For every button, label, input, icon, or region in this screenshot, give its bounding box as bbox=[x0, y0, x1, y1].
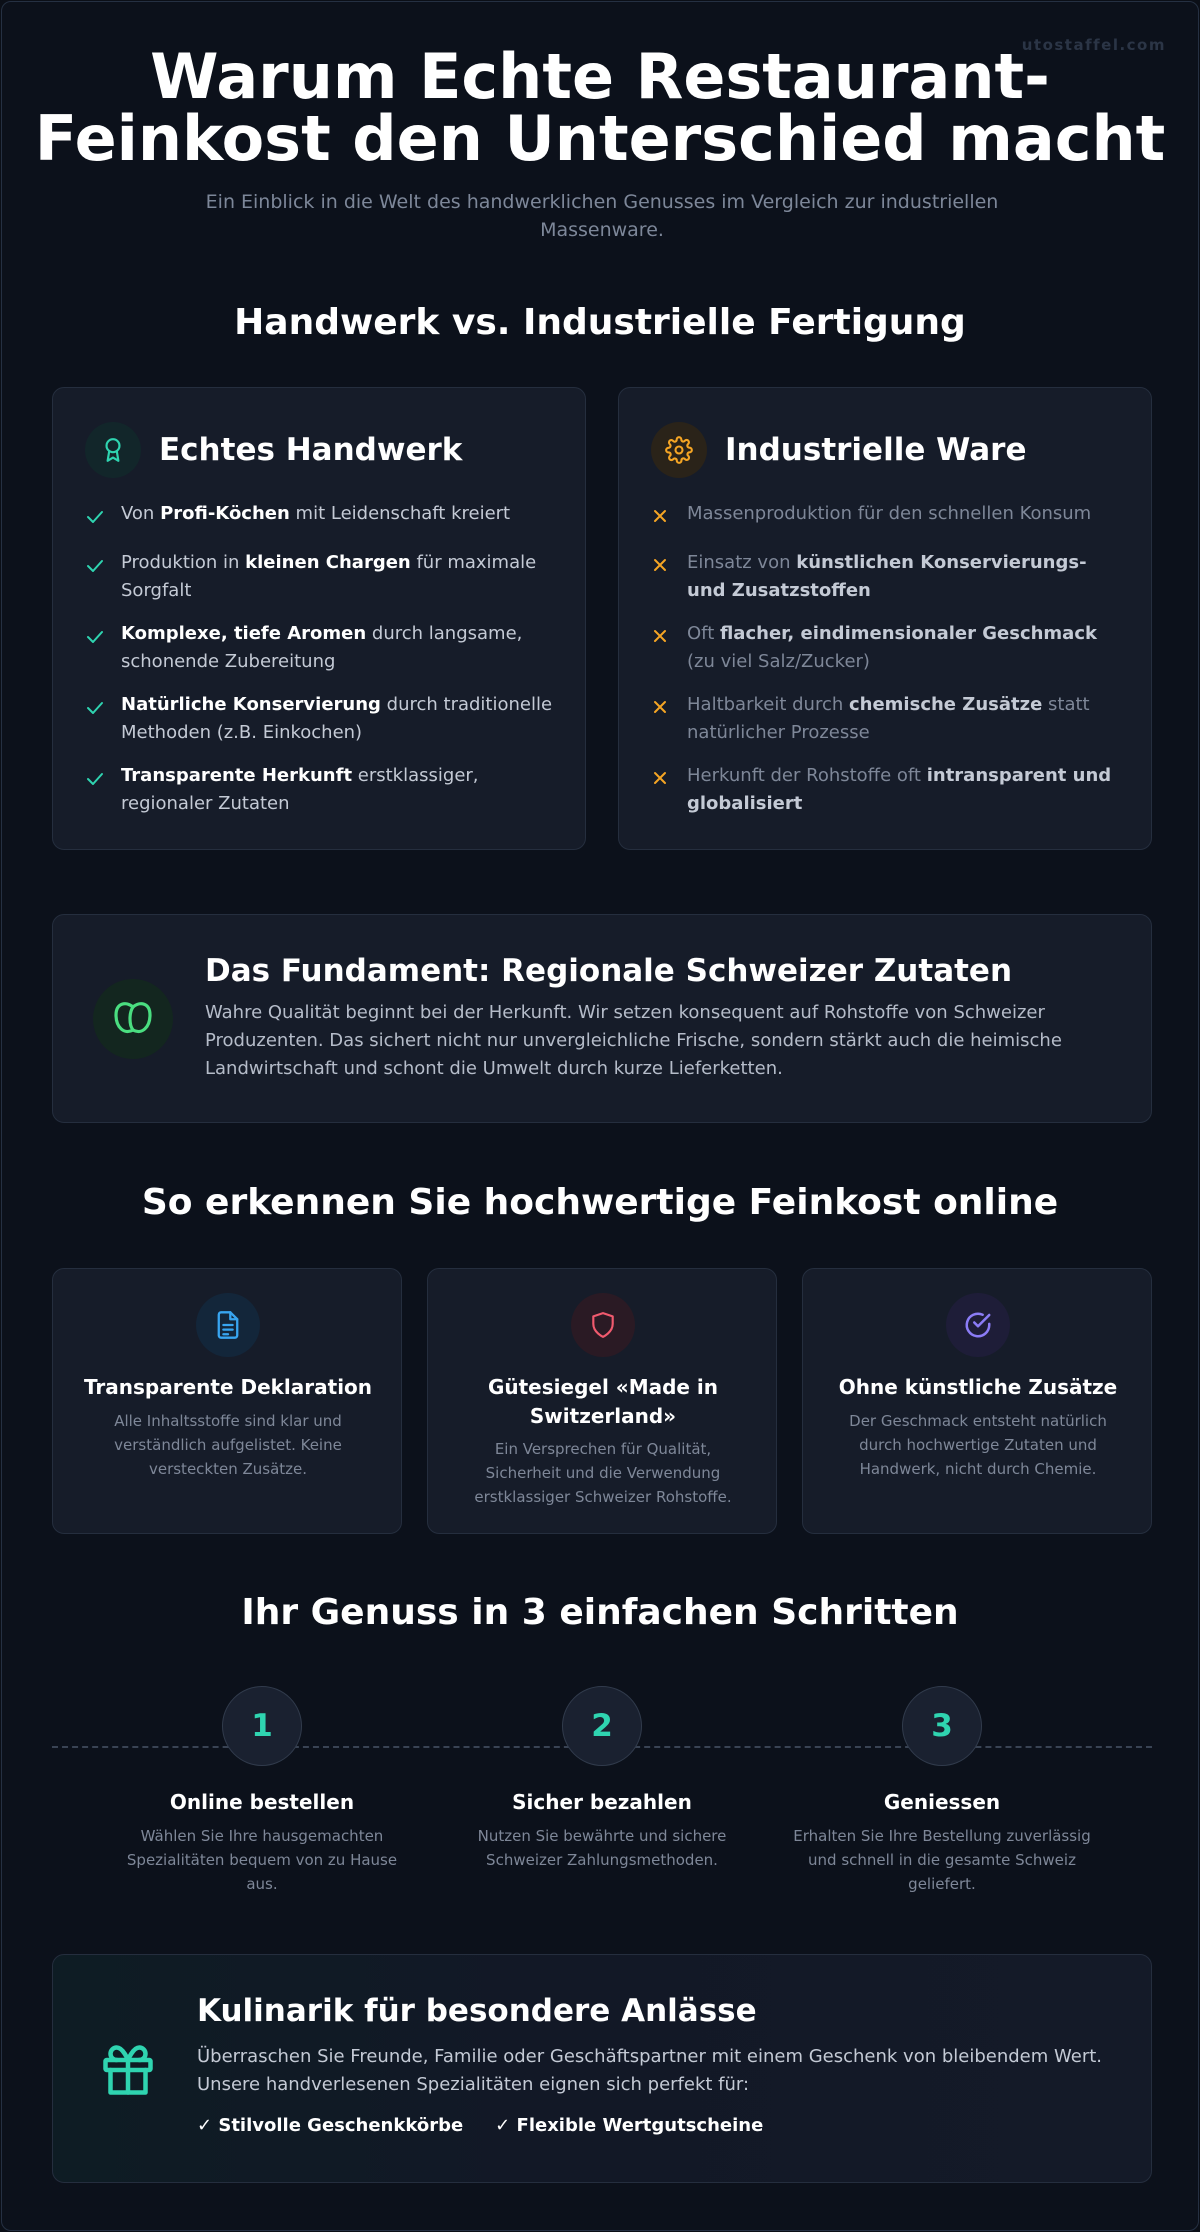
page-title-line-1: Warum Echte Restaurant- bbox=[150, 40, 1050, 113]
item-emphasis: Profi-Köchen bbox=[160, 503, 290, 524]
industrie-card-title: Industrielle Ware bbox=[725, 432, 1027, 468]
step-number: 2 bbox=[562, 1686, 642, 1766]
foundation-card bbox=[52, 914, 1152, 1123]
feature-text: Alle Inhaltsstoffe sind klar und verständlich aufgelistet. Keine versteckten Zusätze. bbox=[114, 1412, 342, 1478]
item-text: mit Leidenschaft kreiert bbox=[289, 503, 511, 524]
comparison-item-text bbox=[121, 620, 555, 676]
gift-title: Kulinarik für besondere Anlässe bbox=[197, 1993, 757, 2029]
gift-tag: ✓ Flexible Wertgutscheine bbox=[495, 2115, 764, 2136]
foundation-title: Das Fundament: Regionale Schweizer Zutaten bbox=[205, 953, 1013, 989]
cross-icon bbox=[651, 691, 673, 725]
step-1 bbox=[102, 1686, 422, 1896]
comparison-item bbox=[651, 500, 1121, 534]
handwerk-list bbox=[85, 500, 555, 833]
comparison-item-text bbox=[121, 500, 510, 528]
comparison-item-text bbox=[687, 549, 1121, 605]
badge-check-icon bbox=[946, 1293, 1010, 1357]
item-text: durch langsame, schonende Zubereitung bbox=[121, 623, 523, 672]
comparison-item-text bbox=[687, 500, 1091, 528]
gift-tags bbox=[197, 2115, 795, 2136]
gift-icon bbox=[93, 2035, 163, 2105]
comparison-item-text bbox=[121, 762, 555, 818]
handwerk-card-header bbox=[85, 422, 462, 478]
comparison-item bbox=[651, 691, 1121, 747]
gift-text: Überraschen Sie Freunde, Familie oder Geschäftspartner mit einem Geschenk von bleibendem Wert. Unsere handverlesenen Spezialitäten eignen sich perfekt für: bbox=[197, 2046, 1103, 2095]
feature-text: Der Geschmack entsteht natürlich durch hochwertige Zutaten und Handwerk, nicht durch Chemie. bbox=[849, 1412, 1107, 1478]
comparison-item bbox=[651, 762, 1121, 818]
industrie-card bbox=[618, 387, 1152, 850]
feature-card-swiss-seal bbox=[427, 1268, 777, 1534]
item-text: Von bbox=[121, 503, 161, 524]
check-icon bbox=[85, 500, 107, 534]
step-text: Nutzen Sie bewährte und sichere Schweizer Zahlungsmethoden. bbox=[477, 1827, 727, 1869]
comparison-item-text bbox=[121, 691, 555, 747]
item-emphasis: künstlichen Konservierungs- und Zusatzstoffen bbox=[687, 552, 1087, 601]
comparison-item-text bbox=[687, 691, 1121, 747]
comparison-heading: Handwerk vs. Industrielle Fertigung bbox=[234, 302, 966, 343]
feature-card-declaration bbox=[52, 1268, 402, 1534]
comparison-item bbox=[85, 691, 555, 747]
comparison-item bbox=[85, 762, 555, 818]
document-icon bbox=[196, 1293, 260, 1357]
check-icon bbox=[85, 549, 107, 583]
item-text: Einsatz von bbox=[687, 552, 797, 573]
cross-icon bbox=[651, 500, 673, 534]
step-title: Geniessen bbox=[883, 1790, 1001, 1814]
features-heading: So erkennen Sie hochwertige Feinkost online bbox=[141, 1182, 1059, 1223]
feature-title: Ohne künstliche Zusätze bbox=[838, 1375, 1118, 1399]
feature-title: Transparente Deklaration bbox=[83, 1375, 373, 1399]
item-text: Produktion in bbox=[121, 552, 246, 573]
item-emphasis: Natürliche Konservierung bbox=[121, 694, 381, 715]
feature-title: Gütesiegel «Made in Switzerland» bbox=[487, 1375, 719, 1428]
item-text: (zu viel Salz/Zucker) bbox=[687, 651, 870, 672]
item-text: durch traditionelle Methoden (z.B. Einkochen) bbox=[121, 694, 553, 743]
steps-heading: Ihr Genuss in 3 einfachen Schritten bbox=[241, 1592, 959, 1633]
cross-icon bbox=[651, 620, 673, 654]
item-emphasis: kleinen Chargen bbox=[245, 552, 411, 573]
industrie-list bbox=[651, 500, 1121, 833]
comparison-item bbox=[651, 549, 1121, 605]
item-text: Haltbarkeit durch bbox=[687, 694, 849, 715]
step-3 bbox=[782, 1686, 1102, 1896]
handwerk-card-title: Echtes Handwerk bbox=[159, 432, 463, 468]
item-text: Oft bbox=[687, 623, 720, 644]
watermark: utostaffel.com bbox=[1021, 36, 1166, 54]
handwerk-card bbox=[52, 387, 586, 850]
item-text: erstklassiger, regionaler Zutaten bbox=[121, 765, 479, 814]
feature-text: Ein Versprechen für Qualität, Sicherheit und die Verwendung erstklassiger Schweizer Rohstoffe. bbox=[474, 1440, 732, 1506]
step-title: Online bestellen bbox=[169, 1790, 355, 1814]
industrie-card-header bbox=[651, 422, 1026, 478]
gear-icon bbox=[651, 422, 707, 478]
comparison-item bbox=[651, 620, 1121, 676]
step-text: Erhalten Sie Ihre Bestellung zuverlässig und schnell in die gesamte Schweiz geliefert. bbox=[793, 1827, 1091, 1893]
item-text: Herkunft der Rohstoffe oft bbox=[687, 765, 927, 786]
cross-icon bbox=[651, 762, 673, 796]
check-icon bbox=[85, 620, 107, 654]
step-title: Sicher bezahlen bbox=[512, 1790, 692, 1814]
item-text: für maximale Sorgfalt bbox=[121, 552, 537, 601]
feature-card-no-additives bbox=[802, 1268, 1152, 1534]
page-subtitle: Ein Einblick in die Welt des handwerklichen Genusses im Vergleich zur industriellen Massenware. bbox=[205, 191, 999, 241]
comparison-item-text bbox=[687, 762, 1121, 818]
comparison-item-text bbox=[121, 549, 555, 605]
item-text: Massenproduktion für den schnellen Konsum bbox=[687, 503, 1092, 524]
page-title-line-2: Feinkost den Unterschied macht bbox=[34, 102, 1166, 175]
leaf-icon bbox=[93, 979, 173, 1059]
comparison-item bbox=[85, 500, 555, 534]
item-emphasis: intransparent und globalisiert bbox=[687, 765, 1112, 814]
step-text: Wählen Sie Ihre hausgemachten Spezialitäten bequem von zu Hause aus. bbox=[126, 1827, 398, 1893]
item-emphasis: flacher, eindimensionaler Geschmack bbox=[719, 623, 1097, 644]
check-icon bbox=[85, 762, 107, 796]
item-text: statt natürlicher Prozesse bbox=[687, 694, 1090, 743]
infographic-frame bbox=[1, 1, 1199, 2231]
shield-icon bbox=[571, 1293, 635, 1357]
step-2 bbox=[442, 1686, 762, 1872]
foundation-text: Wahre Qualität beginnt bei der Herkunft. Wir setzen konsequent auf Rohstoffe von Schweizer Produzenten. Das sichert nicht nur unvergleichliche Frische, sondern stärkt auch die heimische Landwirtschaft und schont die Umwelt durch kurze Lieferketten. bbox=[205, 1002, 1062, 1079]
comparison-item-text bbox=[687, 620, 1121, 676]
gift-tag: ✓ Stilvolle Geschenkkörbe bbox=[197, 2115, 464, 2136]
item-emphasis: Komplexe, tiefe Aromen bbox=[121, 623, 367, 644]
comparison-item bbox=[85, 549, 555, 605]
gift-card bbox=[52, 1954, 1152, 2183]
cross-icon bbox=[651, 549, 673, 583]
award-icon bbox=[85, 422, 141, 478]
step-number: 3 bbox=[902, 1686, 982, 1766]
item-emphasis: chemische Zusätze bbox=[848, 694, 1043, 715]
step-number: 1 bbox=[222, 1686, 302, 1766]
item-emphasis: Transparente Herkunft bbox=[121, 765, 353, 786]
comparison-item bbox=[85, 620, 555, 676]
check-icon bbox=[85, 691, 107, 725]
